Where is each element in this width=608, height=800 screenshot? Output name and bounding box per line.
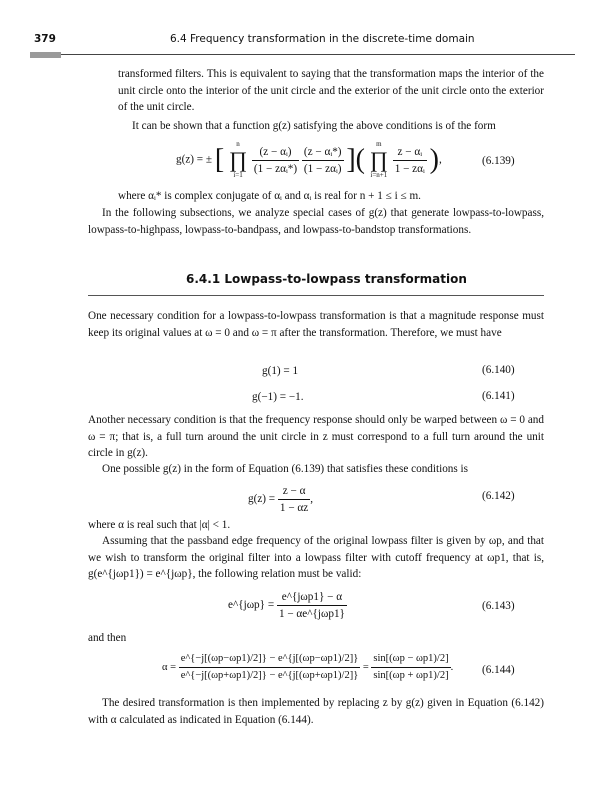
- equation-6-142: g(z) = $\frac{z - \alpha}{1 - \alpha z}$ ,: [248, 485, 314, 514]
- eq-number-6-141: (6.141): [482, 390, 515, 402]
- equation-6-143: [228, 590, 347, 621]
- paragraph-1: transformed filters. This is equivalent to saying that the transformation maps the interior of the unit circle onto the interior of the unit circle and the exterior of the unit circle onto the exterior of the unit circle.: [118, 68, 544, 113]
- eq144-den2: sin[(ωp + ωp1)/2]: [371, 667, 450, 683]
- page-number: 379: [34, 33, 56, 45]
- eq144-lhs: α =: [162, 661, 177, 673]
- eq143-num: e^{jωp1} − α: [281, 591, 343, 603]
- section-rule: [88, 295, 544, 296]
- eq144-den1: e^{−j[(ωp+ωp1)/2]} − e^{j[(ωp+ωp1)/2]}: [179, 667, 361, 683]
- paragraph-3: where αᵢ* is complex conjugate of αᵢ and αᵢ is real for n + 1 ≤ i ≤ m.: [118, 190, 421, 202]
- equation-6-139: g(z) = ± [ n ∏ i=1 $\frac{\text{(z − αᵢ)}}{\text{(1 − zαᵢ*)}}$ $\frac{\text{(z − αᵢ*)}}{\text{(1 − zαᵢ)}}$ ]( m ∏ i=n+1 $\frac{\text{z − αᵢ}}{\text{1 − zαᵢ}}$ ),: [176, 140, 442, 179]
- eq143-lhs: e^{jωp} =: [228, 599, 275, 612]
- eq144-num1: e^{−j[(ωp−ωp1)/2]} − e^{j[(ωp−ωp1)/2]}: [180, 653, 359, 664]
- paragraph-8: where α is real such that |α| < 1.: [88, 519, 231, 531]
- eq-number-6-144: (6.144): [482, 664, 515, 676]
- eq139-upper2: m: [376, 140, 382, 148]
- paragraph-6: Another necessary condition is that the frequency response should only be warped between ω = 0 and ω = π; that is, a full turn around the unit circle in z must correspond to a full turn around the unit circle in g(z).: [88, 414, 544, 459]
- eq139-num2: z − αᵢ: [397, 145, 423, 158]
- eq139-lower1: i=1: [233, 171, 243, 179]
- equation-6-141: g(−1) = −1.: [252, 391, 304, 403]
- paragraph-4: In the following subsections, we analyze special cases of g(z) that generate lowpass-to-lowpass, lowpass-to-highpass, lowpass-to-bandpass, and lowpass-to-bandstop transformations.: [88, 207, 544, 236]
- paragraph-9: Assuming that the passband edge frequency of the original lowpass filter is given by ωp, and that we wish to transform the original filter into a lowpass filter with cutoff frequency at ωp1, that is, g(e^{jωp1}) = e^{jωp}, the following relation must be valid:: [88, 535, 544, 580]
- section-heading: 6.4.1 Lowpass-to-lowpass transformation: [186, 272, 467, 286]
- equation-6-144: α = $\frac{e\^{}\{-j[(\omega p-\omega p1)/2]\} - e\^{}\{j[(\omega p-\omega p1)/2]\}}{e\^{}\{-j[(\omega p+\omega p1)/2]\} - e\^{}\{j[(\omega p+\omega p1)/2]\}}$ = $\frac{\sin[(\omega p - \omega p1)/2]}{\sin[(\omega p + \omega p1)/2]}$ .: [162, 653, 454, 681]
- eq139-num1a: (z − αᵢ): [259, 145, 292, 158]
- header-rule: [61, 54, 575, 55]
- eq139-upper1: n: [236, 140, 240, 148]
- eq139-den1b: (1 − zαᵢ): [302, 160, 344, 176]
- paragraph-5: One necessary condition for a lowpass-to-lowpass transformation is that a magnitude response must keep its original values at ω = 0 and ω = π after the transformation. Therefore, we must have: [88, 310, 544, 339]
- eq139-num1b: (z − αᵢ*): [303, 145, 342, 158]
- eq139-lhs: g(z) = ±: [176, 153, 213, 166]
- eq144-num2: sin[(ωp − ωp1)/2]: [373, 653, 449, 664]
- eq139-den2: 1 − zαᵢ: [393, 160, 427, 176]
- equation-6-140: g(1) = 1: [262, 365, 299, 377]
- header-bar: [30, 52, 61, 58]
- eq143-den: 1 − αe^{jωp1}: [277, 605, 347, 621]
- paragraph-2: It can be shown that a function g(z) satisfying the above conditions is of the form: [132, 120, 496, 132]
- paragraph-10: and then: [88, 632, 127, 644]
- eq139-den1a: (1 − zαᵢ*): [252, 160, 299, 176]
- eq-number-6-143: (6.143): [482, 600, 515, 612]
- eq142-lhs: g(z) =: [248, 493, 276, 506]
- eq-number-6-140: (6.140): [482, 364, 515, 376]
- eq142-den: 1 − αz: [278, 499, 310, 515]
- paragraph-7: One possible g(z) in the form of Equation (6.139) that satisfies these conditions is: [102, 463, 469, 475]
- eq139-lower2: i=n+1: [370, 171, 388, 179]
- paragraph-11: The desired transformation is then implemented by replacing z by g(z) given in Equation (6.142) with α calculated as indicated in Equation (6.144).: [88, 697, 544, 726]
- eq142-num: z − α: [282, 485, 306, 497]
- eq-number-6-139: (6.139): [482, 155, 515, 167]
- eq-number-6-142: (6.142): [482, 490, 515, 502]
- running-header: 6.4 Frequency transformation in the discrete-time domain: [170, 33, 475, 45]
